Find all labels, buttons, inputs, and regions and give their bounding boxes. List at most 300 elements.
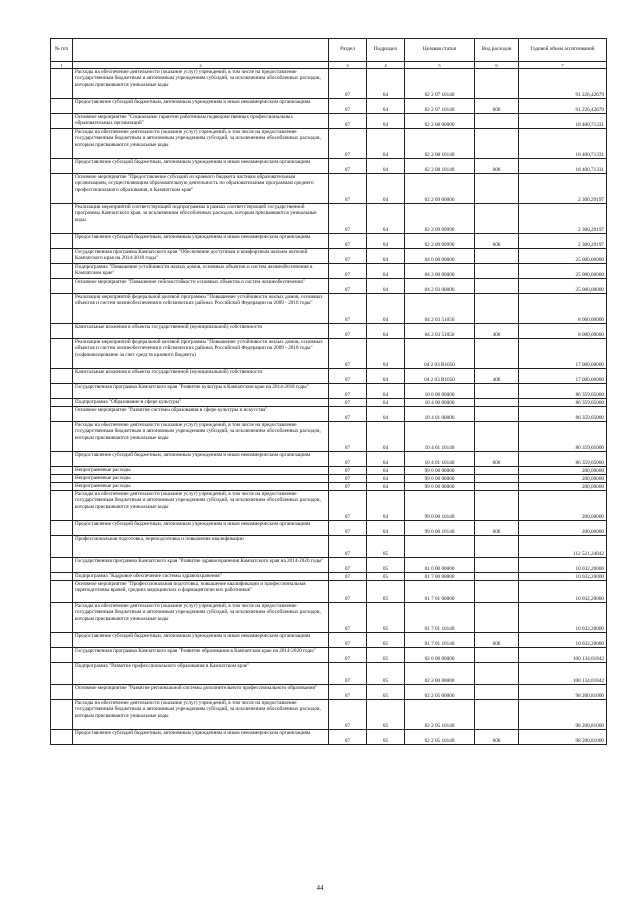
table-row [51, 581, 607, 603]
row-name: Основное мероприятие "Развитие региональной системы дополнительного профессионального образования" [73, 685, 329, 700]
table-row [51, 648, 607, 663]
num-cell [51, 663, 73, 685]
table-row [51, 324, 607, 339]
row-razdel: 07 [329, 730, 367, 745]
row-expense-type [475, 483, 519, 491]
row-razdel: 07 [329, 422, 367, 452]
row-expense-type [475, 129, 519, 159]
row-name: Предоставление субсидий бюджетным, автономным учреждениям и иным некоммерческим организациям [73, 633, 329, 648]
row-razdel: 07 [329, 603, 367, 633]
row-target-code: 02 2 07 10140 [405, 99, 475, 114]
row-name: Подпрограмма "Образование в сфере культуры" [73, 399, 329, 407]
row-razdel: 07 [329, 663, 367, 685]
row-target-code: 02 2 00 00000 [405, 663, 475, 685]
row-target-code: 01 7 01 10140 [405, 633, 475, 648]
row-razdel: 07 [329, 234, 367, 249]
row-name: Основное мероприятие "Повышение сейсмостойкости основных объектов и систем жизнеобеспечения" [73, 279, 329, 294]
row-podrazdel: 04 [367, 204, 405, 234]
row-podrazdel: 05 [367, 558, 405, 573]
row-razdel: 07 [329, 114, 367, 129]
row-razdel: 07 [329, 174, 367, 204]
row-amount: 8 000,00000 [519, 294, 607, 324]
header-num: № п/п [51, 39, 73, 62]
row-expense-type [475, 407, 519, 422]
row-name: Реализация мероприятий федеральной целевой программы "Повышение устойчивости жилых домов, основных объектов и систем жизнеобеспечения в сейсмических районах Российской Федерации на 2009 - 2018 годы" (софинансирование за счет средств краевого бюджета) [73, 339, 329, 369]
num-cell [51, 159, 73, 174]
row-name: Подпрограмма "Повышение устойчивости жилых домов, основных объектов и систем жизнеобеспечения в Камчатском крае" [73, 264, 329, 279]
row-name: Предоставление субсидий бюджетным, автономным учреждениям и иным некоммерческим организациям [73, 452, 329, 467]
num-cell [51, 536, 73, 558]
row-target-code: 01 7 00 00000 [405, 573, 475, 581]
row-target-code: 02 2 05 00000 [405, 685, 475, 700]
num-cell [51, 603, 73, 633]
row-razdel: 07 [329, 384, 367, 399]
col-number: 5 [405, 62, 475, 69]
table-row [51, 129, 607, 159]
row-razdel: 07 [329, 249, 367, 264]
row-razdel: 07 [329, 558, 367, 573]
row-razdel: 07 [329, 483, 367, 491]
row-name: Расходы на обеспечение деятельности (оказание услуг) учреждений, в том числе на предоставление государственным бюджетным и автономным учреждениям субсидий, за исключением обособленных расходов, которым присваиваются уникальные коды [73, 603, 329, 633]
table-row [51, 407, 607, 422]
row-expense-type: 600 [475, 159, 519, 174]
row-expense-type [475, 536, 519, 558]
row-podrazdel: 04 [367, 99, 405, 114]
row-name: Непрограммные расходы [73, 467, 329, 475]
num-cell [51, 69, 73, 99]
row-amount: 17 000,00000 [519, 369, 607, 384]
row-podrazdel: 05 [367, 685, 405, 700]
row-podrazdel: 05 [367, 603, 405, 633]
header-target: Целевая статья [405, 39, 475, 62]
row-razdel: 07 [329, 129, 367, 159]
num-cell [51, 491, 73, 521]
table-row [51, 730, 607, 745]
num-cell [51, 685, 73, 700]
table-row [51, 174, 607, 204]
row-razdel: 07 [329, 339, 367, 369]
row-razdel: 07 [329, 369, 367, 384]
header-razdel: Раздел [329, 39, 367, 62]
row-amount: 200,00000 [519, 467, 607, 475]
row-name: Государственная программа Камчатского края "Развитие культуры в Камчатском крае на 2014-2018 годы" [73, 384, 329, 399]
table-row [51, 475, 607, 483]
row-name: Расходы на обеспечение деятельности (оказание услуг) учреждений, в том числе на предоставление государственным бюджетным и автономным учреждениям субсидий, за исключением обособленных расходов, которым присваиваются уникальные коды [73, 491, 329, 521]
table-row [51, 536, 607, 558]
row-target-code: 02 2 07 10140 [405, 69, 475, 99]
row-name: Реализация мероприятий соответствующей подпрограммы в рамках соответствующей государственной программы Камчатского края, за исключением обособленных расходов, которым присваиваются уникальные коды [73, 204, 329, 234]
row-razdel: 07 [329, 407, 367, 422]
table-row [51, 339, 607, 369]
row-podrazdel: 04 [367, 483, 405, 491]
row-expense-type [475, 475, 519, 483]
row-name: Предоставление субсидий бюджетным, автономным учреждениям и иным некоммерческим организациям [73, 159, 329, 174]
row-amount: 100 134,01842 [519, 663, 607, 685]
table-row [51, 234, 607, 249]
row-podrazdel: 05 [367, 730, 405, 745]
row-amount: 200,00000 [519, 475, 607, 483]
col-number: 1 [51, 62, 73, 69]
header-podrazdel: Подраздел [367, 39, 405, 62]
row-amount: 10 032,20000 [519, 581, 607, 603]
column-number-row [51, 62, 607, 69]
row-expense-type [475, 603, 519, 633]
col-number: 7 [519, 62, 607, 69]
table-row [51, 294, 607, 324]
row-name: Расходы на обеспечение деятельности (оказание услуг) учреждений, в том числе на предоставление государственным бюджетным и автономным учреждениям субсидий, за исключением обособленных расходов, которым присваиваются уникальные коды [73, 69, 329, 99]
row-amount: 10 032,20000 [519, 573, 607, 581]
row-amount: 98 200,81000 [519, 700, 607, 730]
row-podrazdel: 05 [367, 700, 405, 730]
row-name: Государственная программа Камчатского края "Развитие образования в Камчатском крае на 2014-2020 годы" [73, 648, 329, 663]
table-row [51, 159, 607, 174]
row-razdel: 07 [329, 294, 367, 324]
num-cell [51, 730, 73, 745]
table-row [51, 700, 607, 730]
table-row [51, 99, 607, 114]
row-target-code: 02 2 08 10140 [405, 129, 475, 159]
row-target-code: 10 4 01 10140 [405, 422, 475, 452]
row-razdel: 07 [329, 279, 367, 294]
row-target-code: 04 2 03 51050 [405, 294, 475, 324]
row-expense-type [475, 573, 519, 581]
budget-table [50, 38, 607, 745]
num-cell [51, 384, 73, 399]
table-row [51, 491, 607, 521]
row-target-code: 01 7 01 10140 [405, 603, 475, 633]
num-cell [51, 648, 73, 663]
row-podrazdel: 04 [367, 384, 405, 399]
row-razdel: 07 [329, 324, 367, 339]
row-razdel: 07 [329, 648, 367, 663]
row-podrazdel: 04 [367, 174, 405, 204]
row-target-code: 01 7 01 00000 [405, 581, 475, 603]
num-cell [51, 204, 73, 234]
row-podrazdel: 05 [367, 648, 405, 663]
num-cell [51, 700, 73, 730]
row-expense-type [475, 422, 519, 452]
num-cell [51, 99, 73, 114]
row-expense-type: 400 [475, 324, 519, 339]
row-razdel: 07 [329, 536, 367, 558]
row-target-code: 10 0 00 00000 [405, 384, 475, 399]
row-amount: 100 134,01842 [519, 648, 607, 663]
row-target-code: 02 2 05 10140 [405, 730, 475, 745]
row-name: Основное мероприятие "Социальные гарантии работникам подведомственных профессиональных образовательных организаций" [73, 114, 329, 129]
row-amount: 91 226,42679 [519, 99, 607, 114]
table-row [51, 399, 607, 407]
num-cell [51, 174, 73, 204]
num-cell [51, 422, 73, 452]
num-cell [51, 249, 73, 264]
row-podrazdel: 05 [367, 581, 405, 603]
row-amount: 2 300,29197 [519, 234, 607, 249]
col-number: 4 [367, 62, 405, 69]
row-target-code: 04 2 03 51050 [405, 324, 475, 339]
row-amount: 10 032,20000 [519, 633, 607, 648]
row-name: Расходы на обеспечение деятельности (оказание услуг) учреждений, в том числе на предоставление государственным бюджетным и автономным учреждениям субсидий, за исключением обособленных расходов, которым присваиваются уникальные коды [73, 700, 329, 730]
num-cell [51, 452, 73, 467]
col-number: 2 [73, 62, 329, 69]
row-expense-type: 600 [475, 633, 519, 648]
header-name [73, 39, 329, 62]
row-name: Предоставление субсидий бюджетным, автономным учреждениям и иным некоммерческим организациям [73, 521, 329, 536]
row-amount: 98 200,81000 [519, 685, 607, 700]
row-razdel: 07 [329, 633, 367, 648]
budget-table-sheet [50, 38, 606, 745]
row-expense-type [475, 339, 519, 369]
row-podrazdel: 04 [367, 491, 405, 521]
row-podrazdel: 04 [367, 452, 405, 467]
row-razdel: 07 [329, 581, 367, 603]
row-podrazdel: 04 [367, 407, 405, 422]
table-row [51, 452, 607, 467]
row-target-code: 02 2 09 09990 [405, 234, 475, 249]
row-name: Подпрограмма "Развитие профессионального образования в Камчатском крае" [73, 663, 329, 685]
num-cell [51, 483, 73, 491]
row-amount: 2 300,29197 [519, 174, 607, 204]
table-row [51, 384, 607, 399]
row-target-code: 10 4 00 00000 [405, 399, 475, 407]
row-target-code: 04 0 00 00000 [405, 249, 475, 264]
row-target-code: 99 0 00 10140 [405, 521, 475, 536]
row-podrazdel: 04 [367, 159, 405, 174]
num-cell [51, 279, 73, 294]
row-target-code: 10 4 01 00000 [405, 407, 475, 422]
num-cell [51, 521, 73, 536]
row-podrazdel: 05 [367, 633, 405, 648]
row-expense-type [475, 491, 519, 521]
row-podrazdel: 04 [367, 234, 405, 249]
row-podrazdel: 04 [367, 264, 405, 279]
table-row [51, 264, 607, 279]
row-razdel: 07 [329, 69, 367, 99]
page-number: 44 [316, 884, 324, 892]
row-name: Непрограммные расходы [73, 483, 329, 491]
row-expense-type: 600 [475, 99, 519, 114]
row-amount: 8 000,00000 [519, 324, 607, 339]
num-cell [51, 467, 73, 475]
row-amount: 18 400,71331 [519, 159, 607, 174]
row-name: Непрограммные расходы [73, 475, 329, 483]
row-name: Расходы на обеспечение деятельности (оказание услуг) учреждений, в том числе на предоставление государственным бюджетным и автономным учреждениям субсидий, за исключением обособленных расходов, которым присваиваются уникальные коды [73, 129, 329, 159]
row-amount: 200,00000 [519, 483, 607, 491]
row-target-code: 10 4 01 10140 [405, 452, 475, 467]
header-row [51, 39, 607, 62]
row-podrazdel: 04 [367, 279, 405, 294]
row-expense-type [475, 581, 519, 603]
row-podrazdel: 04 [367, 339, 405, 369]
table-row [51, 204, 607, 234]
row-razdel: 07 [329, 475, 367, 483]
row-target-code: 02 2 05 10140 [405, 700, 475, 730]
row-podrazdel: 04 [367, 399, 405, 407]
col-number: 3 [329, 62, 367, 69]
row-podrazdel: 04 [367, 324, 405, 339]
row-expense-type [475, 384, 519, 399]
row-name: Профессиональная подготовка, переподготовка и повышение квалификации [73, 536, 329, 558]
num-cell [51, 581, 73, 603]
row-razdel: 07 [329, 204, 367, 234]
row-razdel: 07 [329, 521, 367, 536]
col-number: 6 [475, 62, 519, 69]
row-podrazdel: 05 [367, 663, 405, 685]
row-expense-type: 400 [475, 369, 519, 384]
row-target-code: 02 2 09 09990 [405, 204, 475, 234]
row-expense-type: 600 [475, 521, 519, 536]
row-expense-type [475, 399, 519, 407]
table-row [51, 467, 607, 475]
row-expense-type [475, 114, 519, 129]
row-expense-type [475, 685, 519, 700]
row-amount: 86 359,05000 [519, 452, 607, 467]
table-row [51, 114, 607, 129]
row-podrazdel: 04 [367, 249, 405, 264]
row-amount: 25 000,00000 [519, 249, 607, 264]
row-expense-type [475, 204, 519, 234]
num-cell [51, 475, 73, 483]
row-expense-type: 600 [475, 234, 519, 249]
row-razdel: 07 [329, 452, 367, 467]
row-expense-type [475, 264, 519, 279]
row-name: Предоставление субсидий бюджетным, автономным учреждениям и иным некоммерческим организациям [73, 730, 329, 745]
header-annual-amount: Годовой объем ассигнований [519, 39, 607, 62]
row-amount: 86 359,05000 [519, 384, 607, 399]
row-amount: 91 226,42679 [519, 69, 607, 99]
row-name: Капитальные вложения в объекты государственной (муниципальной) собственности [73, 324, 329, 339]
row-name: Основное мероприятие "Предоставление субсидий из краевого бюджета частным образовательным организациям, осуществляющим образовательную деятельность по образовательным программам среднего профессионального образования, в Камчатском крае" [73, 174, 329, 204]
num-cell [51, 573, 73, 581]
num-cell [51, 234, 73, 249]
row-podrazdel: 05 [367, 573, 405, 581]
row-razdel: 07 [329, 573, 367, 581]
row-expense-type [475, 558, 519, 573]
num-cell [51, 264, 73, 279]
row-podrazdel: 04 [367, 521, 405, 536]
row-razdel: 07 [329, 685, 367, 700]
row-target-code: 04 2 03 00000 [405, 279, 475, 294]
row-amount: 25 000,00000 [519, 264, 607, 279]
row-podrazdel: 04 [367, 422, 405, 452]
row-podrazdel: 04 [367, 467, 405, 475]
row-razdel: 07 [329, 491, 367, 521]
table-row [51, 685, 607, 700]
row-podrazdel: 04 [367, 369, 405, 384]
table-row [51, 483, 607, 491]
num-cell [51, 339, 73, 369]
row-name: Государственная программа Камчатского края "Развитие здравоохранения Камчатского края на 2014-2020 годы" [73, 558, 329, 573]
row-name: Реализация мероприятий федеральной целевой программы "Повышение устойчивости жилых домов, основных объектов и систем жизнеобеспечения в сейсмических районах Российской Федерации на 2009 - 2018 годы" [73, 294, 329, 324]
table-row [51, 558, 607, 573]
row-name: Подпрограмма "Кадровое обеспечение системы здравоохранения" [73, 573, 329, 581]
table-row [51, 369, 607, 384]
row-amount: 18 400,71331 [519, 114, 607, 129]
row-razdel: 07 [329, 467, 367, 475]
num-cell [51, 407, 73, 422]
row-name: Предоставление субсидий бюджетным, автономным учреждениям и иным некоммерческим организациям [73, 234, 329, 249]
row-target-code: 04 2 00 00000 [405, 264, 475, 279]
row-target-code: 04 2 03 R1050 [405, 369, 475, 384]
row-target-code: 99 0 00 00000 [405, 475, 475, 483]
row-name: Предоставление субсидий бюджетным, автономным учреждениям и иным некоммерческим организациям [73, 99, 329, 114]
num-cell [51, 558, 73, 573]
row-amount: 98 200,81000 [519, 730, 607, 745]
row-amount: 10 032,20000 [519, 558, 607, 573]
header-expense-type: Вид расходов [475, 39, 519, 62]
row-amount: 86 359,05000 [519, 422, 607, 452]
row-name: Капитальные вложения в объекты государственной (муниципальной) собственности [73, 369, 329, 384]
row-expense-type [475, 467, 519, 475]
row-name: Государственная программа Камчатского края "Обеспечение доступным и комфортным жильем жителей Камчатского края на 2014-2018 годы" [73, 249, 329, 264]
row-target-code: 02 0 00 00000 [405, 648, 475, 663]
table-row [51, 279, 607, 294]
row-amount: 17 000,00000 [519, 339, 607, 369]
row-name: Расходы на обеспечение деятельности (оказание услуг) учреждений, в том числе на предоставление государственным бюджетным и автономным учреждениям субсидий, за исключением обособленных расходов, которым присваиваются уникальные коды [73, 422, 329, 452]
table-row [51, 69, 607, 99]
row-amount: 200,00000 [519, 491, 607, 521]
row-razdel: 07 [329, 159, 367, 174]
table-row [51, 422, 607, 452]
row-target-code: 02 2 08 00000 [405, 114, 475, 129]
row-target-code: 02 2 09 00000 [405, 174, 475, 204]
row-amount: 112 521,24842 [519, 536, 607, 558]
row-name: Основное мероприятие "Профессиональная подготовка, повышение квалификации и профессиональная переподготовка врачей, средних медицинских и фармацевтических работников" [73, 581, 329, 603]
row-target-code: 99 0 00 10140 [405, 491, 475, 521]
row-expense-type [475, 249, 519, 264]
row-expense-type [475, 663, 519, 685]
row-razdel: 07 [329, 99, 367, 114]
table-row [51, 573, 607, 581]
table-row [51, 249, 607, 264]
row-razdel: 07 [329, 399, 367, 407]
row-expense-type: 600 [475, 452, 519, 467]
table-row [51, 603, 607, 633]
row-amount: 86 359,05000 [519, 407, 607, 422]
row-podrazdel: 04 [367, 294, 405, 324]
row-amount: 18 400,71331 [519, 129, 607, 159]
row-amount: 200,00000 [519, 521, 607, 536]
num-cell [51, 633, 73, 648]
row-target-code: 99 0 00 00000 [405, 467, 475, 475]
row-amount: 86 359,05000 [519, 399, 607, 407]
num-cell [51, 399, 73, 407]
row-podrazdel: 04 [367, 69, 405, 99]
row-expense-type [475, 294, 519, 324]
row-expense-type [475, 279, 519, 294]
num-cell [51, 324, 73, 339]
num-cell [51, 114, 73, 129]
num-cell [51, 294, 73, 324]
row-podrazdel: 04 [367, 114, 405, 129]
table-row [51, 521, 607, 536]
row-podrazdel: 04 [367, 129, 405, 159]
table-row [51, 663, 607, 685]
row-expense-type [475, 69, 519, 99]
row-target-code: 99 0 00 00000 [405, 483, 475, 491]
row-target-code: 01 0 00 00000 [405, 558, 475, 573]
row-target-code [405, 536, 475, 558]
row-target-code: 02 2 08 10140 [405, 159, 475, 174]
table-row [51, 633, 607, 648]
num-cell [51, 369, 73, 384]
row-razdel: 07 [329, 264, 367, 279]
row-name: Основное мероприятие "Развитие системы образования в сфере культуры и искусства" [73, 407, 329, 422]
row-expense-type [475, 648, 519, 663]
row-expense-type: 600 [475, 730, 519, 745]
row-podrazdel: 04 [367, 475, 405, 483]
row-expense-type [475, 174, 519, 204]
row-amount: 10 032,20000 [519, 603, 607, 633]
